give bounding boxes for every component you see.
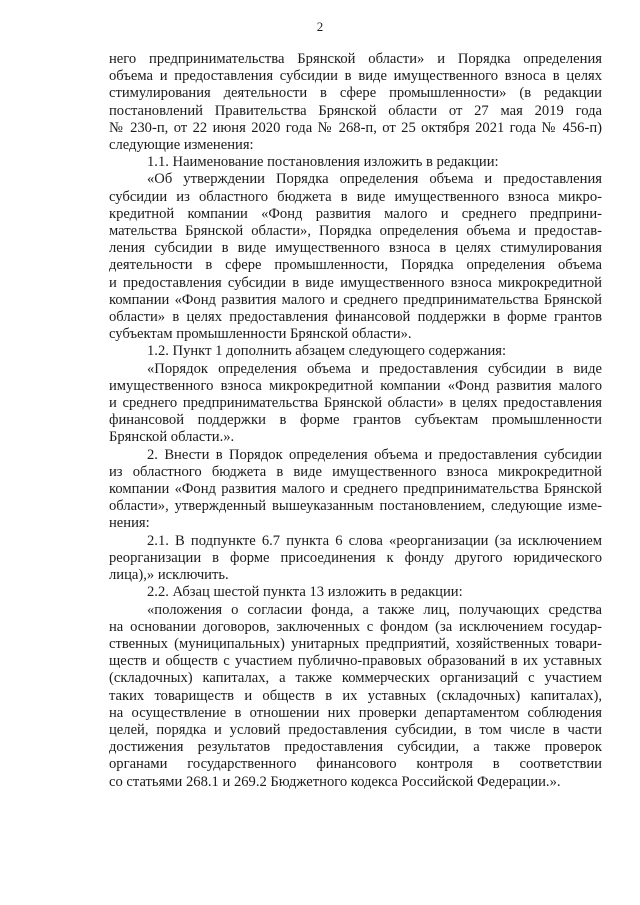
text-line: области» в целях предоставления финансовой поддержки в форме грантов — [109, 309, 602, 326]
text-line: субсидии из областного бюджета в виде имущественного взноса микро- — [109, 188, 602, 205]
text-line: «Порядок определения объема и предоставления субсидии в виде — [147, 360, 602, 377]
text-line: 2.2. Абзац шестой пункта 13 изложить в редакции: — [147, 584, 463, 601]
text-line: «положения о согласии фонда, а также лиц, получающих средства — [147, 601, 602, 618]
paragraph-amendments-intro — [109, 51, 602, 154]
text-line: на осуществление в отношении них проверки департаментом соблюдения — [109, 704, 602, 721]
text-line: объема и предоставления субсидии в виде имущественного взноса в целях — [109, 68, 602, 85]
text-line: него предпринимательства Брянской области» и Порядка определения — [109, 51, 602, 67]
text-line: со статьями 268.1 и 269.2 Бюджетного кодекса Российской Федерации.». — [109, 773, 561, 790]
text-line: и предоставления субсидии в виде имущественного взноса микрокредитной — [109, 274, 602, 291]
text-line: таких товариществ и обществ в их уставных (складочных) капиталах), — [109, 687, 602, 704]
text-line: органами государственного финансового контроля в соответствии — [109, 756, 602, 773]
paragraph-1-1 — [109, 154, 602, 171]
text-line: из областного бюджета в виде имущественного взноса микрокредитной — [109, 463, 602, 480]
paragraph-new-order — [109, 361, 602, 447]
text-line: кредитной компании «Фонд развития малого и среднего предприни- — [109, 205, 602, 222]
text-line: стимулирования деятельности в сфере промышленности» (в редакции — [109, 85, 602, 102]
paragraph-2-2 — [109, 584, 602, 601]
text-line: «Об утверждении Порядка определения объема и предоставления — [147, 171, 602, 188]
paragraph-2-1 — [109, 533, 602, 585]
text-line: (складочных) капиталах, а также коммерческих организаций с участием — [109, 670, 602, 687]
text-line: субъектам промышленности Брянской области». — [109, 326, 412, 343]
text-line: на основании договоров, заключенных с фондом (за исключением государ- — [109, 618, 602, 635]
paragraph-new-provision — [109, 602, 602, 791]
text-line: реорганизации в форме присоединения к фонду другого юридического — [109, 549, 602, 566]
text-line: финансовой поддержки в форме грантов субъектам промышленности — [109, 412, 602, 429]
text-line: имущественного взноса микрокредитной компании «Фонд развития малого — [109, 377, 602, 394]
text-line: Брянской области.». — [109, 429, 235, 446]
text-line: постановлений Правительства Брянской области от 27 мая 2019 года — [109, 102, 602, 119]
text-line: деятельности в сфере промышленности, Порядка определения объема — [109, 257, 602, 274]
text-line: компании «Фонд развития малого и среднего предпринимательства Брянской — [109, 481, 602, 498]
text-line: 2.1. В подпункте 6.7 пункта 6 слова «реорганизации (за исключением — [147, 532, 602, 549]
text-line: 1.1. Наименование постановления изложить в редакции: — [147, 154, 499, 171]
text-line: нения: — [109, 515, 150, 532]
text-line: лица),» исключить. — [109, 567, 229, 584]
text-line: следующие изменения: — [109, 137, 254, 154]
text-line: № 230-п, от 22 июня 2020 года № 268-п, от 25 октября 2021 года № 456-п) — [109, 119, 602, 136]
text-line: области», утвержденный вышеуказанным постановлением, следующие изме- — [109, 498, 602, 515]
text-line: ществ и обществ с участием публично-правовых образований в их уставных — [109, 653, 602, 670]
text-line: целей, порядка и условий предоставления субсидии, в том числе в части — [109, 721, 602, 738]
text-line: мательства Брянской области», Порядка определения объема и предостав- — [109, 223, 602, 240]
text-line: ственных (муниципальных) унитарных предприятий, хозяйственных товари- — [109, 635, 602, 652]
page-number: 2 — [316, 19, 324, 34]
text-line: ления субсидии в виде имущественного взноса в целях стимулирования — [109, 240, 602, 257]
document-body — [109, 51, 602, 791]
text-line: 1.2. Пункт 1 дополнить абзацем следующего содержания: — [147, 343, 507, 360]
text-line: и среднего предпринимательства Брянской области» в целях предоставления — [109, 395, 602, 412]
paragraph-1-2 — [109, 343, 602, 360]
paragraph-2 — [109, 447, 602, 533]
text-line: 2. Внести в Порядок определения объема и предоставления субсидии — [147, 446, 602, 463]
text-line: компании «Фонд развития малого и среднего предпринимательства Брянской — [109, 291, 602, 308]
paragraph-new-title — [109, 171, 602, 343]
text-line: достижения результатов предоставления субсидии, а также проверок — [109, 739, 602, 756]
